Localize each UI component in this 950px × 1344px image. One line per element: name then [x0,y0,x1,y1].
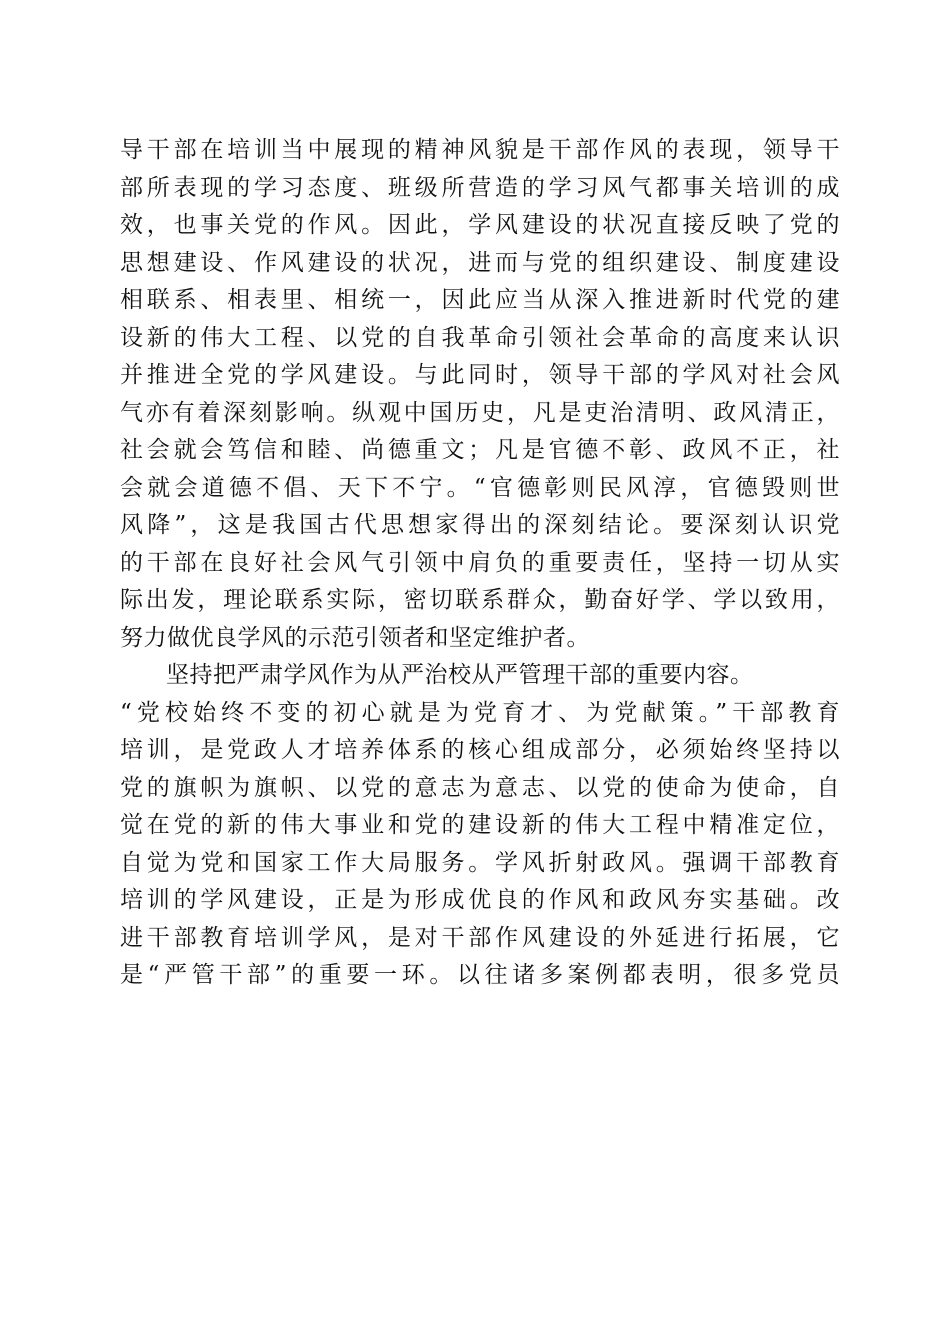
text-line: 际出发，理论联系实际，密切联系群众，勤奋好学、学以致用， [120,587,840,613]
text-line: 部所表现的学习态度、班级所营造的学习风气都事关培训的成 [120,174,840,201]
text-line: 的干部在良好社会风气引领中肩负的重要责任，坚持一切从实 [120,549,840,576]
text-line: 进干部教育培训学风，是对干部作风建设的外延进行拓展，它 [120,924,840,951]
body-text [120,132,840,995]
text-line: 培训的学风建设，正是为形成优良的作风和政风夯实基础。改 [120,887,840,913]
text-line: 党的旗帜为旗帜、以党的意志为意志、以党的使命为使命，自 [120,774,840,801]
paragraph-1 [120,132,840,657]
text-line: 自觉为党和国家工作大局服务。学风折射政风。强调干部教育 [120,849,840,876]
text-line: 坚持把严肃学风作为从严治校从严管理干部的重要内容。 [166,662,754,688]
text-line: 相联系、相表里、相统一，因此应当从深入推进新时代党的建 [120,287,840,313]
text-line: 是“严管干部”的重要一环。以往诸多案例都表明，很多党员 [120,962,840,988]
text-line: 设新的伟大工程、以党的自我革命引领社会革命的高度来认识 [120,324,840,351]
text-line: 社会就会笃信和睦、尚德重文；凡是官德不彰、政风不正，社 [120,437,840,463]
text-line: 气亦有着深刻影响。纵观中国历史，凡是吏治清明、政风清正， [120,399,840,426]
text-line: 并推进全党的学风建设。与此同时，领导干部的学风对社会风 [120,362,840,388]
text-line: 觉在党的新的伟大事业和党的建设新的伟大工程中精准定位， [120,812,840,838]
text-line: 思想建设、作风建设的状况，进而与党的组织建设、制度建设 [120,249,840,276]
text-line: 导干部在培训当中展现的精神风貌是干部作风的表现，领导干 [120,137,840,163]
text-line: 培训，是党政人才培养体系的核心组成部分，必须始终坚持以 [120,737,840,763]
text-line: “党校始终不变的初心就是为党育才、为党献策。”干部教育 [120,699,840,726]
text-line: 风降”，这是我国古代思想家得出的深刻结论。要深刻认识党 [120,512,840,538]
text-line: 努力做优良学风的示范引领者和坚定维护者。 [120,624,590,651]
text-line: 会就会道德不倡、天下不宁。“官德彰则民风淳，官德毁则世 [120,474,840,501]
paragraph-2 [120,657,840,995]
text-line: 效，也事关党的作风。因此，学风建设的状况直接反映了党的 [120,212,840,238]
